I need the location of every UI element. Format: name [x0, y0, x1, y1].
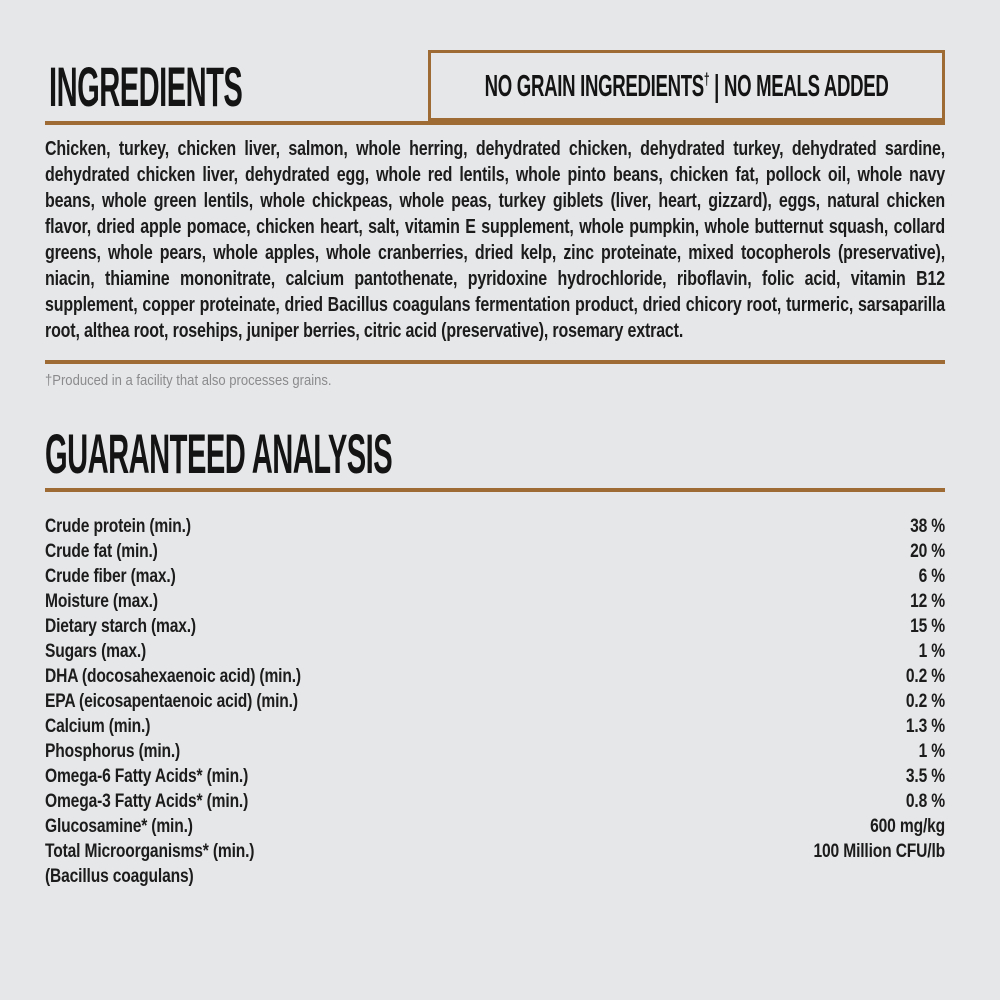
analysis-row-label: Phosphorus (min.): [45, 740, 181, 762]
analysis-row: [45, 539, 945, 564]
analysis-row-value: 0.2 %: [905, 665, 945, 687]
analysis-divider-rule: [45, 488, 945, 492]
analysis-row: [45, 689, 945, 714]
analysis-row-value: 12 %: [910, 590, 945, 612]
analysis-row-value: 6 %: [918, 565, 945, 587]
analysis-row: [45, 739, 945, 764]
guaranteed-analysis-table: [45, 514, 945, 889]
analysis-row-label: Omega-6 Fatty Acids* (min.): [45, 765, 249, 787]
analysis-row-value: 600 mg/kg: [870, 815, 945, 837]
ingredients-paragraph: Chicken, turkey, chicken liver, salmon, whole herring, dehydrated chicken, dehydrated turkey, dehydrated sardine, dehydrated chicken liver, dehydrated egg, whole red lentils, whole pinto beans, chicken fat, pollock oil, whole navy beans, whole green lentils, whole chickpeas, whole peas, turkey giblets (liver, heart, gizzard), eggs, natural chicken flavor, dried apple pomace, chicken heart, salt, vitamin E supplement, whole pumpkin, whole butternut squash, collard greens, whole pears, whole apples, whole cranberries, dried kelp, zinc proteinate, mixed tocopherols (preservative), niacin, thiamine mononitrate, calcium pantothenate, pyridoxine hydrochloride, riboflavin, folic acid, vitamin B12 supplement, copper proteinate, dried Bacillus coagulans fermentation product, dried chicory root, turmeric, sarsaparilla root, althea root, rosehips, juniper berries, citric acid (preservative), rosemary extract.: [45, 138, 945, 342]
analysis-row-label: Omega-3 Fatty Acids* (min.): [45, 790, 249, 812]
analysis-row-value: 3.5 %: [905, 765, 945, 787]
analysis-row-value: 38 %: [910, 515, 945, 537]
analysis-row-label: (Bacillus coagulans): [45, 865, 194, 887]
badge-text-left: NO GRAIN INGREDIENTS: [484, 67, 704, 103]
guaranteed-analysis-title: GUARANTEED ANALYSIS: [45, 422, 393, 485]
footnote-divider-rule: [45, 360, 945, 364]
no-grain-badge-text: [485, 68, 889, 104]
analysis-row-label: Crude fiber (max.): [45, 565, 176, 587]
analysis-row: [45, 764, 945, 789]
analysis-row: [45, 664, 945, 689]
analysis-row: [45, 864, 945, 889]
analysis-row-label: Calcium (min.): [45, 715, 151, 737]
analysis-row-value: 20 %: [910, 540, 945, 562]
analysis-row: [45, 714, 945, 739]
analysis-row-value: 15 %: [910, 615, 945, 637]
badge-dagger: †: [703, 69, 710, 89]
analysis-row-value: 0.8 %: [905, 790, 945, 812]
analysis-row-value: 1 %: [918, 640, 945, 662]
analysis-row: [45, 564, 945, 589]
analysis-row-label: Sugars (max.): [45, 640, 147, 662]
analysis-row: [45, 639, 945, 664]
analysis-row-label: Moisture (max.): [45, 590, 158, 612]
analysis-row: [45, 614, 945, 639]
ingredients-title: INGREDIENTS: [49, 55, 243, 118]
analysis-row-label: Total Microorganisms* (min.): [45, 840, 255, 862]
analysis-row: [45, 814, 945, 839]
analysis-row-value: 0.2 %: [905, 690, 945, 712]
analysis-row-label: Dietary starch (max.): [45, 615, 196, 637]
no-grain-badge: [428, 50, 945, 121]
analysis-row: [45, 514, 945, 539]
ingredients-header: [45, 50, 945, 125]
analysis-row: [45, 789, 945, 814]
analysis-row-label: EPA (eicosapentaenoic acid) (min.): [45, 690, 298, 712]
analysis-row: [45, 589, 945, 614]
analysis-row-value: 100 Million CFU/lb: [813, 840, 945, 862]
analysis-row-label: DHA (docosahexaenoic acid) (min.): [45, 665, 301, 687]
grain-facility-footnote: †Produced in a facility that also processes grains.: [45, 373, 332, 389]
analysis-row: [45, 839, 945, 864]
analysis-row-value: 1.3 %: [905, 715, 945, 737]
analysis-row-label: Crude protein (min.): [45, 515, 191, 537]
badge-text-right: | NO MEALS ADDED: [709, 67, 889, 103]
analysis-row-label: Crude fat (min.): [45, 540, 158, 562]
analysis-row-label: Glucosamine* (min.): [45, 815, 193, 837]
analysis-row-value: 1 %: [918, 740, 945, 762]
